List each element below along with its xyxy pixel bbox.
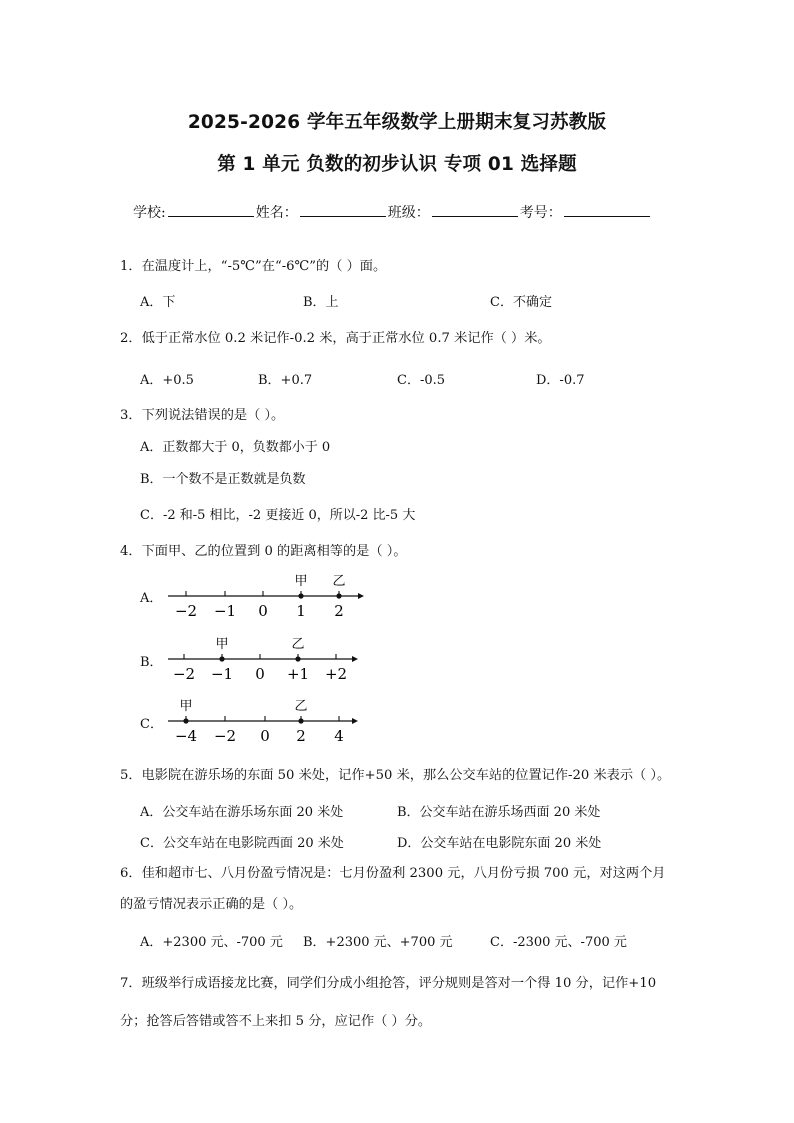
class-blank[interactable] xyxy=(432,204,518,217)
q4-option-a[interactable]: A． xyxy=(140,591,163,606)
point-yi xyxy=(295,656,300,661)
q3-option-b[interactable]: B．一个数不是正数就是负数 xyxy=(140,472,306,487)
question-3-stem: 3．下列说法错误的是（ ）。 xyxy=(120,408,285,423)
q1-option-a[interactable]: A．下 xyxy=(140,295,176,310)
q3-option-a[interactable]: A．正数都大于 0，负数都小于 0 xyxy=(140,440,331,455)
point-jia xyxy=(298,593,303,598)
info-row xyxy=(133,202,652,222)
school-blank[interactable] xyxy=(168,204,254,217)
tick-label: 2 xyxy=(296,727,306,745)
question-4-stem: 4．下面甲、乙的位置到 0 的距离相等的是（ ）。 xyxy=(120,544,407,559)
tick-label: −1 xyxy=(213,602,237,620)
q4-option-b[interactable]: B． xyxy=(140,655,163,670)
q2-option-c[interactable]: C．-0.5 xyxy=(397,373,446,388)
tick-label: 2 xyxy=(334,602,344,620)
title-line-2: 第 1 单元 负数的初步认识 专项 01 选择题 xyxy=(217,154,577,175)
tick-label: −2 xyxy=(213,727,237,745)
tick-label: +1 xyxy=(286,665,310,683)
q5-option-b[interactable]: B．公交车站在游乐场西面 20 米处 xyxy=(397,805,601,820)
tick-label: 0 xyxy=(260,727,270,745)
q5-option-a[interactable]: A．公交车站在游乐场东面 20 米处 xyxy=(140,805,344,820)
tick-label: 0 xyxy=(255,665,265,683)
point-jia xyxy=(219,656,224,661)
school-label: 学校: xyxy=(133,205,166,221)
question-7-stem-line-1: 7．班级举行成语接龙比赛，同学们分成小组抢答，评分规则是答对一个得 10 分，记作+10 xyxy=(120,976,657,991)
tick-label: 1 xyxy=(296,602,306,620)
tick-label: 4 xyxy=(334,727,344,745)
name-blank[interactable] xyxy=(300,204,386,217)
point-label-jia: 甲 xyxy=(179,699,193,714)
point-yi xyxy=(336,593,341,598)
q5-option-c[interactable]: C．公交车站在电影院西面 20 米处 xyxy=(140,836,344,851)
q1-option-c[interactable]: C．不确定 xyxy=(490,295,552,310)
point-label-yi: 乙 xyxy=(294,699,308,714)
point-label-yi: 乙 xyxy=(332,574,346,589)
question-6-stem-line-2: 的盈亏情况表示正确的是（ ）。 xyxy=(120,897,303,912)
title-line-1: 2025-2026 学年五年级数学上册期末复习苏教版 xyxy=(187,112,607,133)
point-label-yi: 乙 xyxy=(291,637,305,652)
number-line-b xyxy=(160,633,370,685)
point-yi xyxy=(298,718,303,723)
q6-option-a[interactable]: A．+2300 元、-700 元 xyxy=(140,935,283,950)
question-1-stem: 1．在温度计上，“-5℃”在“-6℃”的（ ）面。 xyxy=(120,259,387,274)
exam-no-label: 考号： xyxy=(519,205,562,221)
number-line-a xyxy=(160,570,370,622)
point-label-jia: 甲 xyxy=(215,637,229,652)
name-label: 姓名： xyxy=(255,205,298,221)
tick-label: +2 xyxy=(324,665,348,683)
q6-option-c[interactable]: C．-2300 元、-700 元 xyxy=(490,935,627,950)
q2-option-a[interactable]: A．+0.5 xyxy=(140,373,194,388)
question-5-stem: 5．电影院在游乐场的东面 50 米处，记作+50 米，那么公交车站的位置记作-20 米表示（ ）。 xyxy=(120,768,671,783)
tick-label: −4 xyxy=(174,727,198,745)
q2-option-b[interactable]: B．+0.7 xyxy=(258,373,313,388)
point-label-jia: 甲 xyxy=(294,574,308,589)
q1-option-b[interactable]: B．上 xyxy=(303,295,339,310)
number-line-c xyxy=(160,695,370,747)
q2-option-d[interactable]: D．-0.7 xyxy=(536,373,585,388)
question-2-stem: 2．低于正常水位 0.2 米记作-0.2 米，高于正常水位 0.7 米记作（ ）米。 xyxy=(120,331,551,346)
q6-option-b[interactable]: B．+2300 元、+700 元 xyxy=(303,935,453,950)
tick-label: −2 xyxy=(172,665,196,683)
tick-label: −2 xyxy=(174,602,198,620)
q5-option-d[interactable]: D．公交车站在电影院东面 20 米处 xyxy=(397,836,602,851)
tick-label: 0 xyxy=(258,602,268,620)
question-7-stem-line-2: 分；抢答后答错或答不上来扣 5 分，应记作（ ）分。 xyxy=(120,1014,432,1029)
tick-label: −1 xyxy=(210,665,234,683)
point-jia xyxy=(183,718,188,723)
exam-no-blank[interactable] xyxy=(564,204,650,217)
q4-option-c[interactable]: C． xyxy=(140,717,163,732)
class-label: 班级： xyxy=(387,205,430,221)
q3-option-c[interactable]: C．-2 和-5 相比，-2 更接近 0，所以-2 比-5 大 xyxy=(140,508,416,523)
question-6-stem-line-1: 6．佳和超市七、八月份盈亏情况是：七月份盈利 2300 元，八月份亏损 700 元，对这两个月 xyxy=(120,866,666,881)
